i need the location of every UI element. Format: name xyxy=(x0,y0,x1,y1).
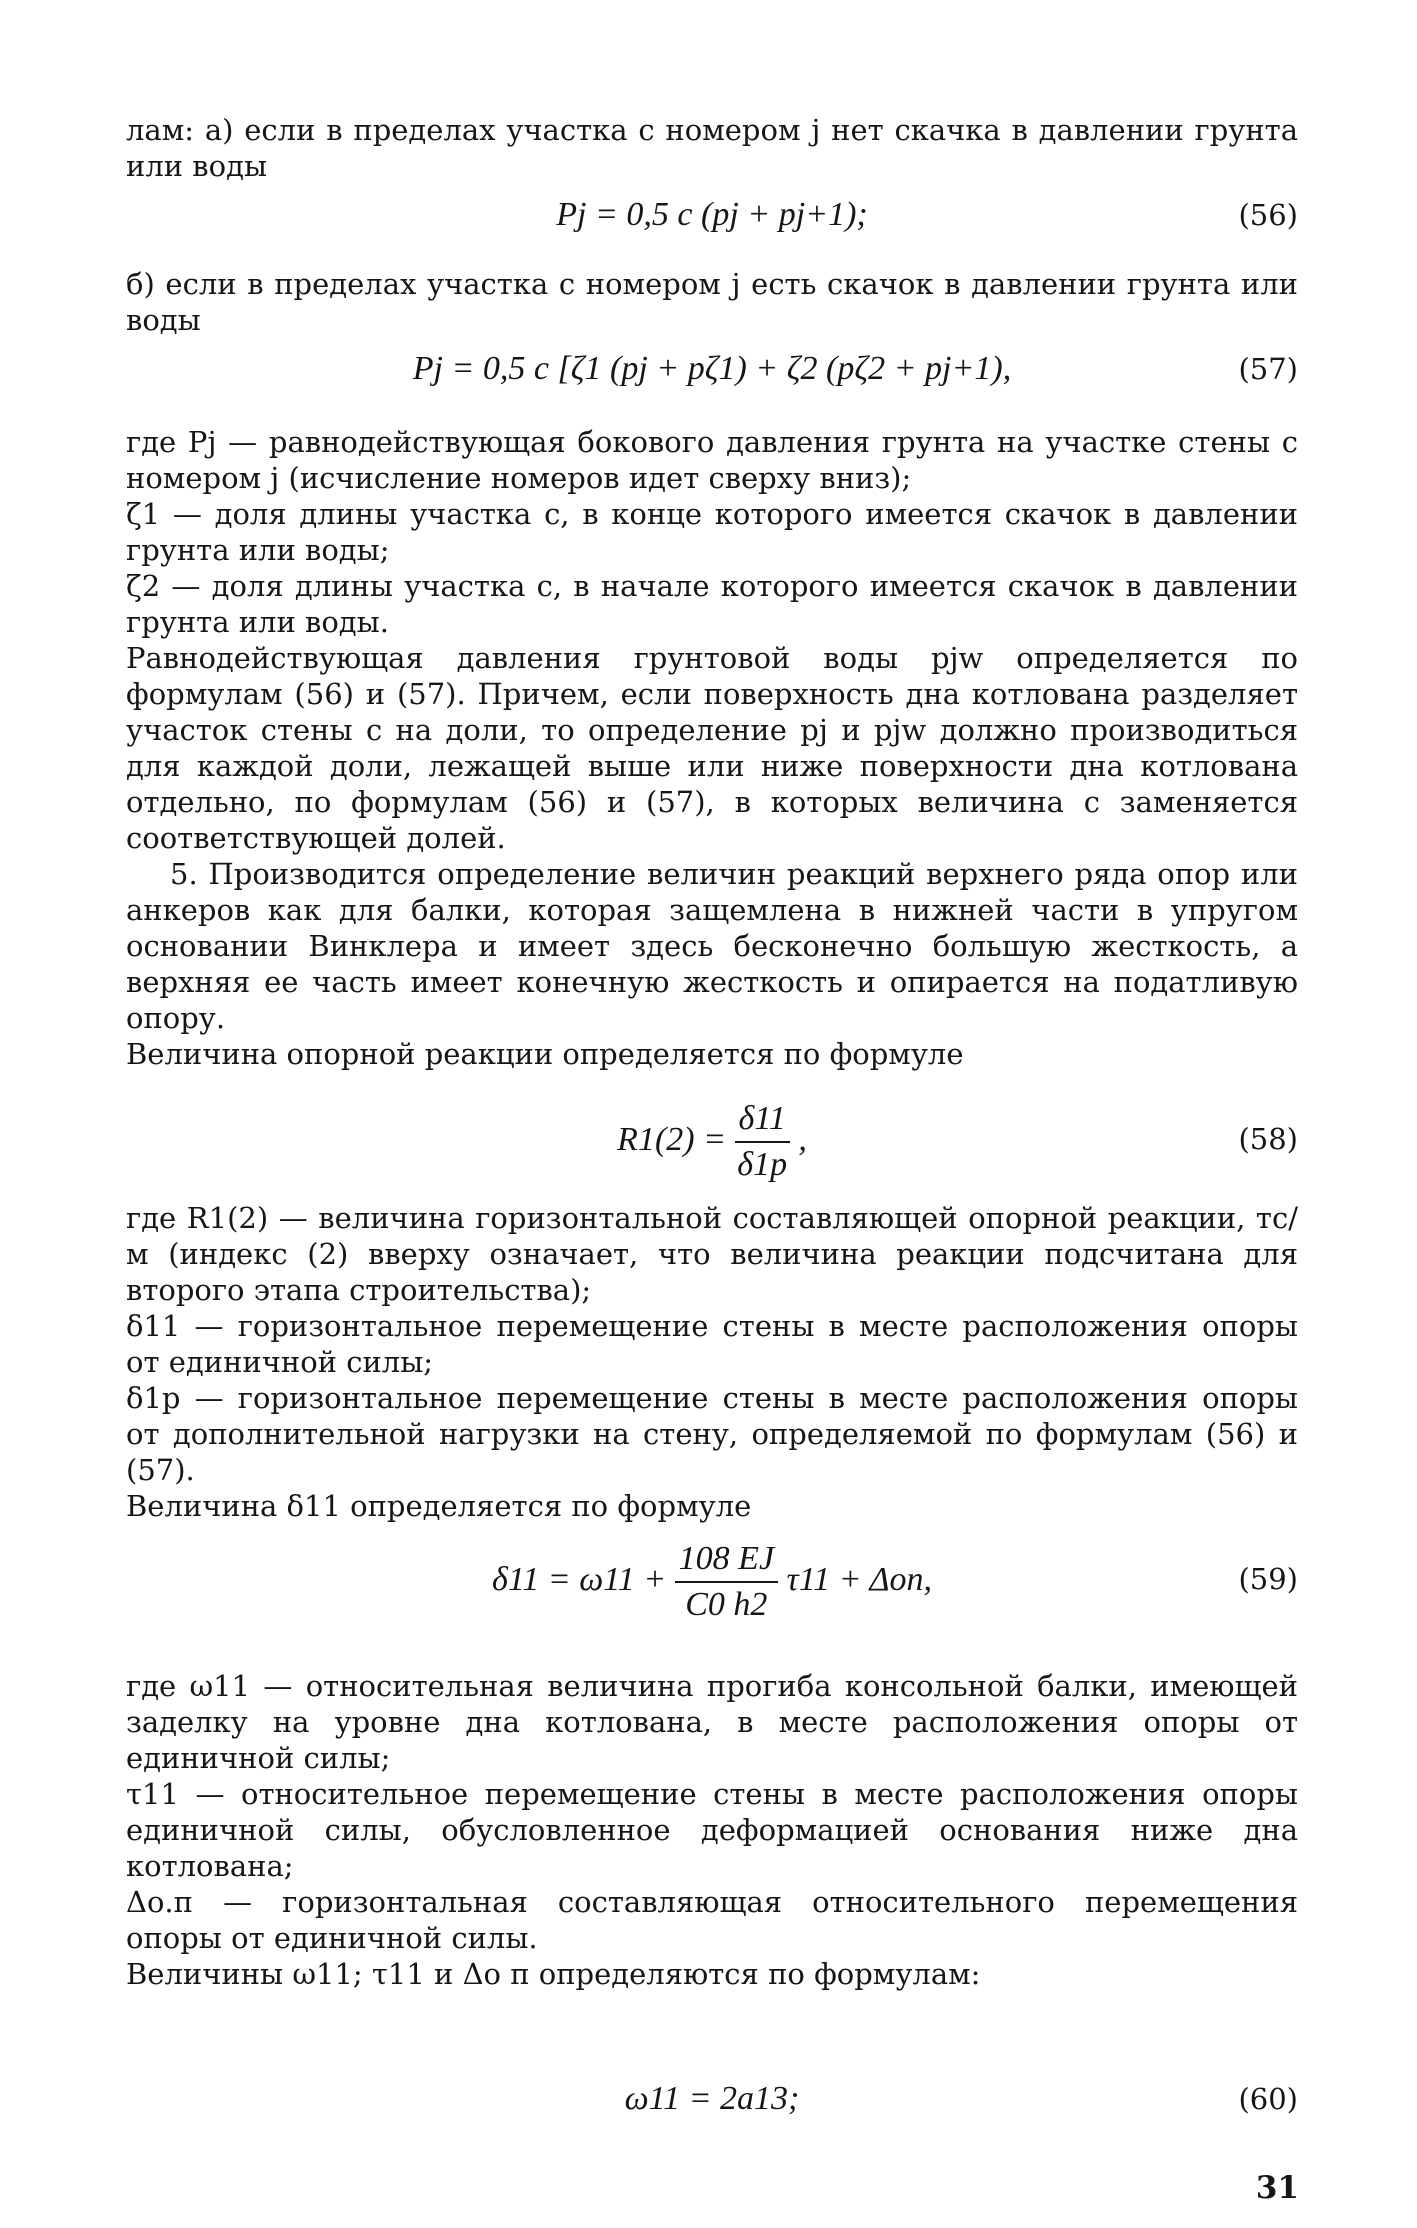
definitions-59 xyxy=(126,1668,1298,1992)
formula-59-numerator: 108 EJ xyxy=(675,1539,778,1583)
definitions-57 xyxy=(126,424,1298,1072)
paragraph-case-b xyxy=(126,266,1298,338)
formula-59-denominator: C0 h2 xyxy=(685,1586,768,1624)
paragraph-case-a xyxy=(126,112,1298,184)
formula-60 xyxy=(126,2074,1298,2124)
formula-58-numerator: δ11 xyxy=(735,1099,790,1143)
formula-58-expression xyxy=(126,1090,1298,1190)
definition-delta-op: Δо.п — горизонтальная составляющая относительного перемещения опоры от единичной силы. xyxy=(126,1885,1298,1955)
formula-59-lhs: δ11 = ω11 + xyxy=(492,1561,667,1598)
formula-57-expression: Pj = 0,5 c [ζ1 (pj + pζ1) + ζ2 (pζ2 + pj+1), xyxy=(412,350,1012,387)
definition-R1: где R1(2) — величина горизонтальной составляющей опорной реакции, тс/м (индекс (2) вверху означает, что величина реакции подсчитана для второго этапа строительства); xyxy=(126,1201,1298,1307)
definition-delta11: δ11 — горизонтальное перемещение стены в месте расположения опоры от единичной силы; xyxy=(126,1309,1298,1379)
paragraph-reaction-intro: Величина опорной реакции определяется по формуле xyxy=(126,1037,964,1071)
paragraph-delta11-intro: Величина δ11 определяется по формуле xyxy=(126,1489,752,1523)
formula-60-expression: ω11 = 2a13; xyxy=(624,2080,800,2117)
formula-59 xyxy=(126,1530,1298,1630)
formula-56 xyxy=(126,190,1298,240)
definitions-58 xyxy=(126,1200,1298,1524)
formula-57-number: (57) xyxy=(1238,352,1298,386)
formula-58-fraction xyxy=(735,1099,790,1185)
paragraph-formulas-intro: Величины ω11; τ11 и Δо п определяются по формулам: xyxy=(126,1957,981,1991)
definition-Pj: где Pj — равнодействующая бокового давления грунта на участке стены с номером j (исчисление номеров идет сверху вниз); xyxy=(126,425,1298,495)
formula-59-expression xyxy=(126,1530,1298,1630)
paragraph-groundwater: Равнодействующая давления грунтовой воды pjw определяется по формулам (56) и (57). Причем, если поверхность дна котлована разделяет участок стены c на доли, то определение pj и pjw должно производиться для каждой доли, лежащей выше или ниже поверхности дна котлована отдельно, по формулам (56) и (57), в которых величина c заменяется соответствующей долей. xyxy=(126,641,1298,855)
definition-zeta2: ζ2 — доля длины участка c, в начале которого имеется скачок в давлении грунта или воды. xyxy=(126,569,1298,639)
formula-58-lhs: R1(2) = xyxy=(617,1121,727,1158)
paragraph-step-5: 5. Производится определение величин реакций верхнего ряда опор или анкеров как для балки, которая защемлена в нижней части в упругом основании Винклера и имеет здесь бесконечно большую жесткость, а верхняя ее часть имеет конечную жесткость и опирается на податливую опору. xyxy=(126,857,1298,1035)
definition-delta1p: δ1p — горизонтальное перемещение стены в месте расположения опоры от дополнительной нагрузки на стену, определяемой по формулам (56) и (57). xyxy=(126,1381,1298,1487)
formula-58 xyxy=(126,1090,1298,1190)
formula-59-fraction xyxy=(675,1539,778,1625)
formula-56-expression: Pj = 0,5 c (pj + pj+1); xyxy=(556,196,868,233)
definition-zeta1: ζ1 — доля длины участка c, в конце которого имеется скачок в давлении грунта или воды; xyxy=(126,497,1298,567)
formula-57 xyxy=(126,344,1298,394)
paragraph-text: лам: а) если в пределах участка с номером j нет скачка в давлении грунта или воды xyxy=(126,113,1298,183)
formula-58-number: (58) xyxy=(1238,1122,1298,1156)
formula-58-tail: , xyxy=(798,1121,807,1158)
formula-58-denominator: δ1p xyxy=(737,1146,788,1184)
formula-56-number: (56) xyxy=(1238,198,1298,232)
page-number: 31 xyxy=(1255,2170,1299,2206)
formula-60-number: (60) xyxy=(1238,2082,1298,2116)
formula-59-number: (59) xyxy=(1238,1562,1298,1596)
definition-omega11: где ω11 — относительная величина прогиба консольной балки, имеющей заделку на уровне дна котлована, в месте расположения опоры от единичной силы; xyxy=(126,1669,1298,1775)
paragraph-text: б) если в пределах участка с номером j есть скачок в давлении грунта или воды xyxy=(126,267,1298,337)
formula-59-tail: τ11 + Δоп, xyxy=(786,1561,932,1598)
definition-tau11: τ11 — относительное перемещение стены в месте расположения опоры единичной силы, обусловленное деформацией основания ниже дна котлована; xyxy=(126,1777,1298,1883)
